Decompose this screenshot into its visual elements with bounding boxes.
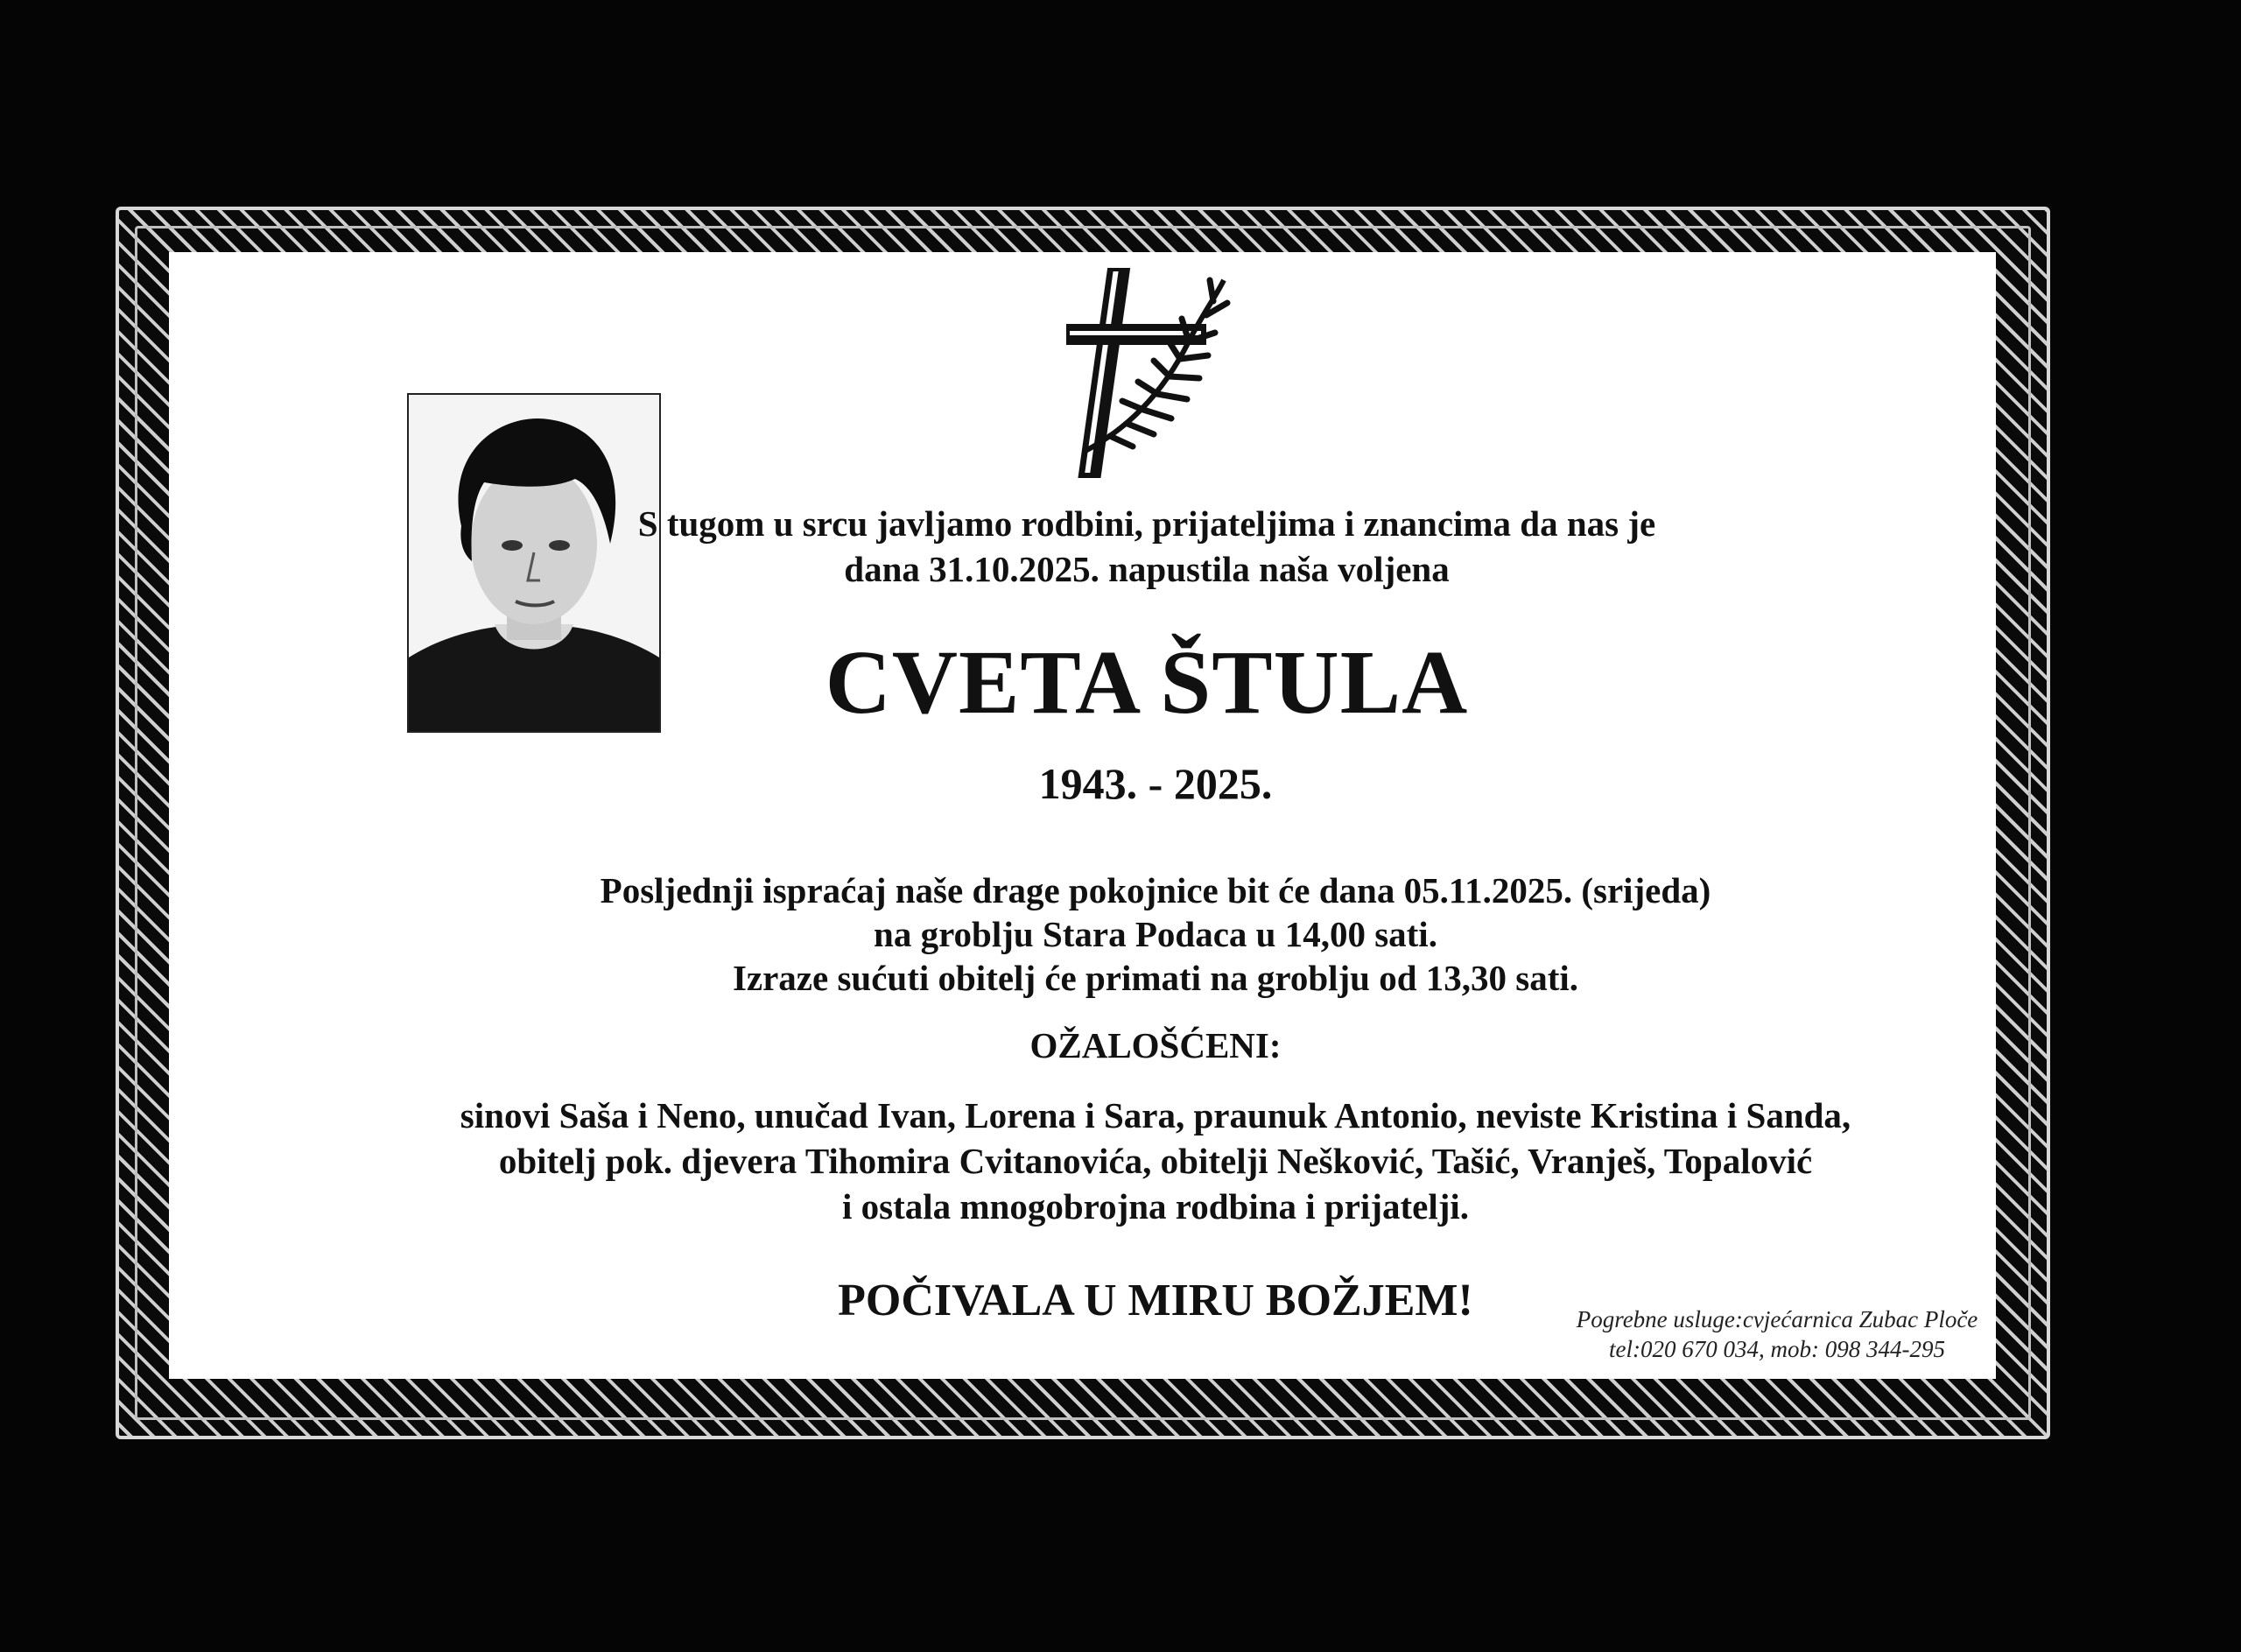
life-years: 1943. - 2025. <box>1038 759 1273 808</box>
deceased-name: CVETA ŠTULA <box>825 632 1469 733</box>
mourners-line-2: obitelj pok. djevera Tihomira Cvitanovića, obitelji Nešković, Tašić, Vranješ, Topalović <box>498 1141 1813 1181</box>
funeral-info <box>473 868 1838 1000</box>
mourners-list <box>289 1093 2022 1229</box>
intro-line-1: S tugom u srcu javljamo rodbini, prijateljima i znancima da nas je <box>637 503 1656 544</box>
funeral-line-3: Izraze sućuti obitelj će primati na groblju od 13,30 sati. <box>732 958 1579 998</box>
intro-line-2: dana 31.10.2025. napustila naša voljena <box>844 549 1450 589</box>
funeral-line-1: Posljednji ispraćaj naše drage pokojnice bit će dana 05.11.2025. (srijeda) <box>600 870 1711 910</box>
funeral-service-info <box>1558 1304 1996 1364</box>
mourners-line-1: sinovi Saša i Neno, unučad Ivan, Lorena i Sara, praunuk Antonio, neviste Kristina i Sanda, <box>460 1095 1851 1135</box>
cross-with-palm-icon <box>1057 263 1241 487</box>
mourners-heading: OŽALOŠĆENI: <box>1029 1025 1282 1065</box>
service-line-2: tel:020 670 034, mob: 098 344-295 <box>1609 1336 1945 1362</box>
funeral-line-2: na groblju Stara Podaca u 14,00 sati. <box>874 914 1437 954</box>
intro-text <box>613 501 1681 592</box>
closing-blessing: POČIVALA U MIRU BOŽJEM! <box>838 1276 1473 1325</box>
mourners-line-3: i ostala mnogobrojna rodbina i prijatelji. <box>841 1186 1470 1227</box>
service-line-1: Pogrebne usluge:cvjećarnica Zubac Ploče <box>1576 1306 1978 1332</box>
